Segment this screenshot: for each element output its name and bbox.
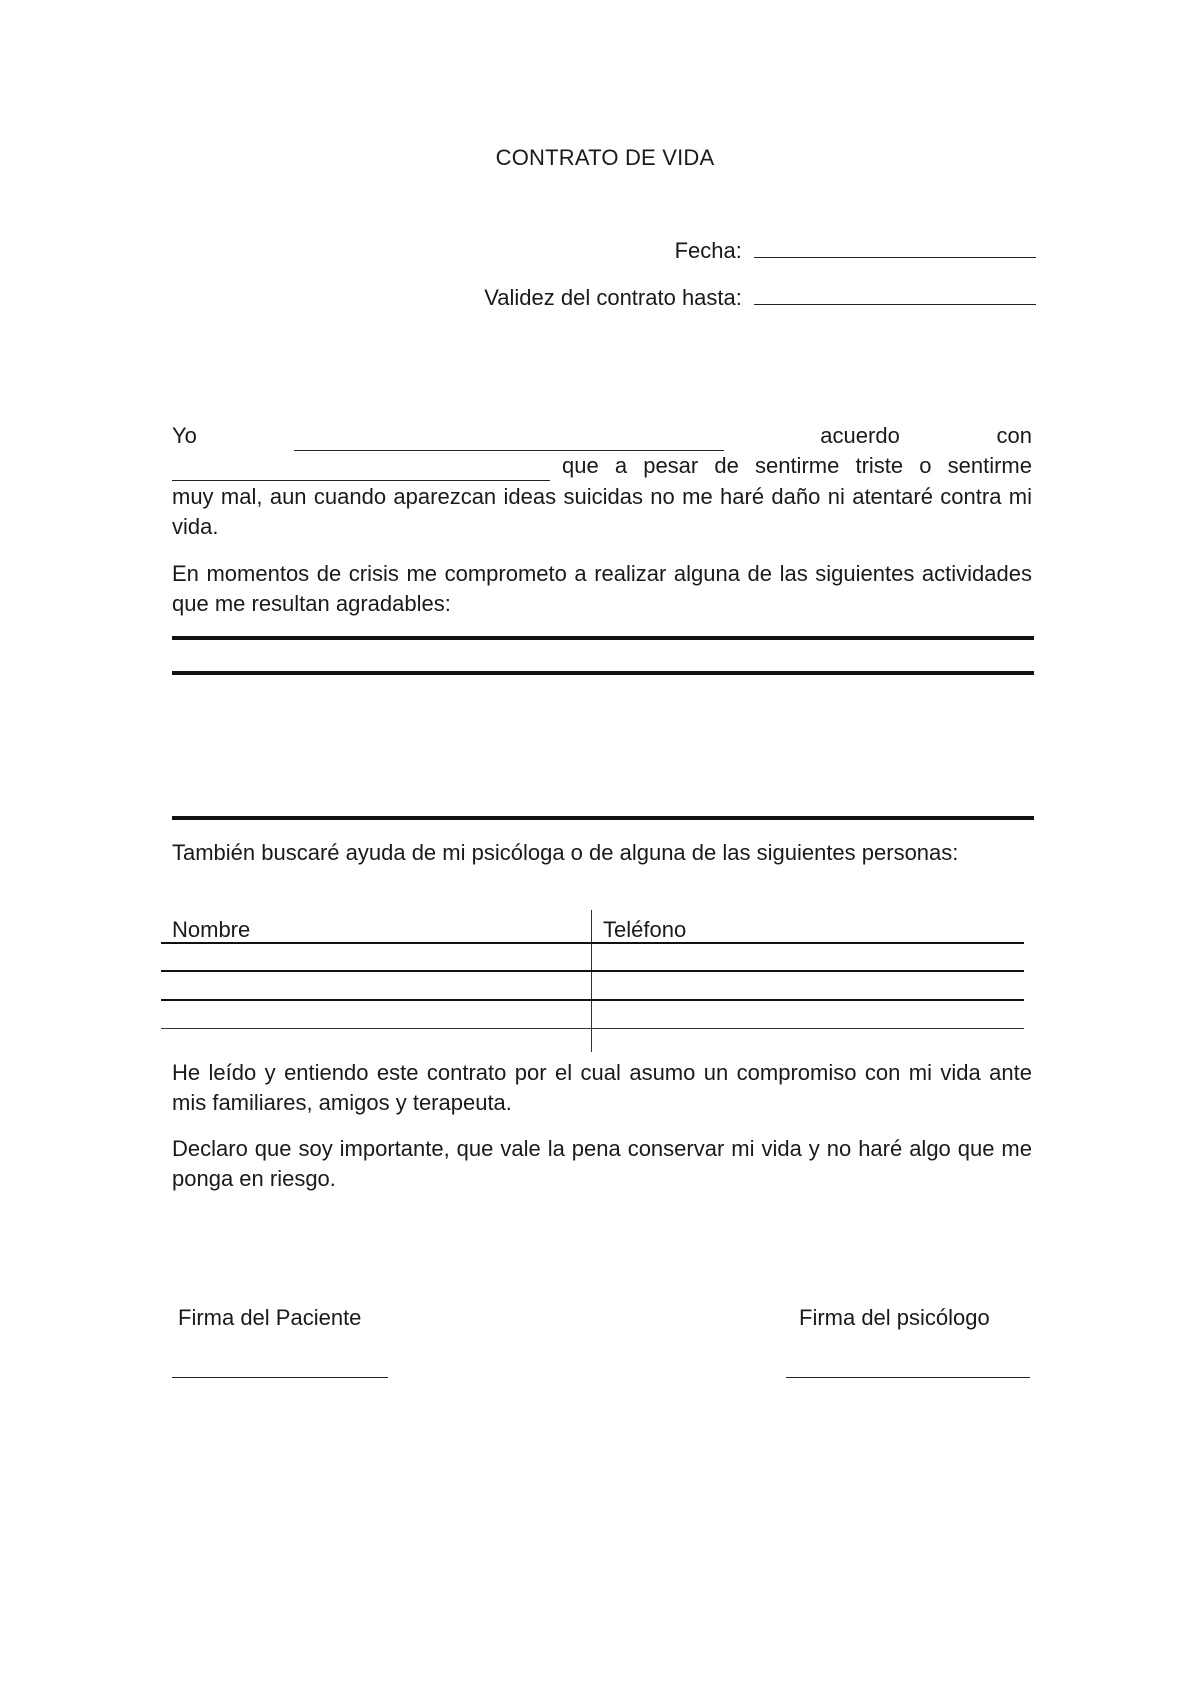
- document-title: CONTRATO DE VIDA: [495, 145, 715, 170]
- agreement-acuerdo: acuerdo: [820, 423, 900, 448]
- date-line: [675, 238, 1036, 264]
- agreement-line-2: [172, 451, 1032, 481]
- patient-signature-label: Firma del Paciente: [178, 1305, 362, 1330]
- contacts-row-line-3[interactable]: [161, 999, 1024, 1001]
- agreement-line-2-text: que a pesar de sentirme triste o sentirme: [562, 453, 1032, 478]
- agreement-rest: muy mal, aun cuando aparezcan ideas suicidas no me haré daño ni atentaré contra mi vida.: [172, 484, 1032, 539]
- validity-label: Validez del contrato hasta:: [484, 285, 742, 310]
- counterpart-name-field[interactable]: [172, 459, 550, 481]
- psychologist-signature-label: Firma del psicólogo: [799, 1305, 990, 1330]
- activity-line-2[interactable]: [172, 671, 1034, 675]
- read-paragraph: He leído y entiendo este contrato por el cual asumo un compromiso con mi vida ante mis familiares, amigos y terapeuta.: [172, 1060, 1032, 1115]
- date-label: Fecha:: [674, 238, 742, 263]
- contacts-header-phone: Teléfono: [603, 917, 687, 942]
- activity-line-1[interactable]: [172, 636, 1034, 640]
- contacts-row-line-4[interactable]: [161, 1028, 1024, 1029]
- contacts-row-line-1[interactable]: [161, 942, 1024, 944]
- contacts-header-name: Nombre: [172, 917, 251, 942]
- patient-name-field[interactable]: [294, 429, 724, 451]
- agreement-yo: Yo: [172, 423, 197, 448]
- patient-signature-field[interactable]: [172, 1377, 388, 1378]
- contacts-row-line-2[interactable]: [161, 970, 1024, 972]
- help-paragraph: También buscaré ayuda de mi psicóloga o de alguna de las siguientes personas:: [172, 840, 959, 865]
- crisis-paragraph: En momentos de crisis me comprometo a realizar alguna de las siguientes actividades que me resultan agradables:: [172, 561, 1032, 616]
- validity-line: [484, 285, 1036, 311]
- agreement-line-1: [172, 421, 1032, 451]
- date-field[interactable]: [754, 256, 1036, 258]
- contacts-table-divider: [591, 910, 592, 1052]
- agreement-con: con: [996, 423, 1032, 448]
- psychologist-signature-field[interactable]: [786, 1377, 1030, 1378]
- validity-field[interactable]: [754, 303, 1036, 305]
- activity-line-3[interactable]: [172, 816, 1034, 820]
- declare-paragraph: Declaro que soy importante, que vale la pena conservar mi vida y no haré algo que me ponga en riesgo.: [172, 1136, 1032, 1191]
